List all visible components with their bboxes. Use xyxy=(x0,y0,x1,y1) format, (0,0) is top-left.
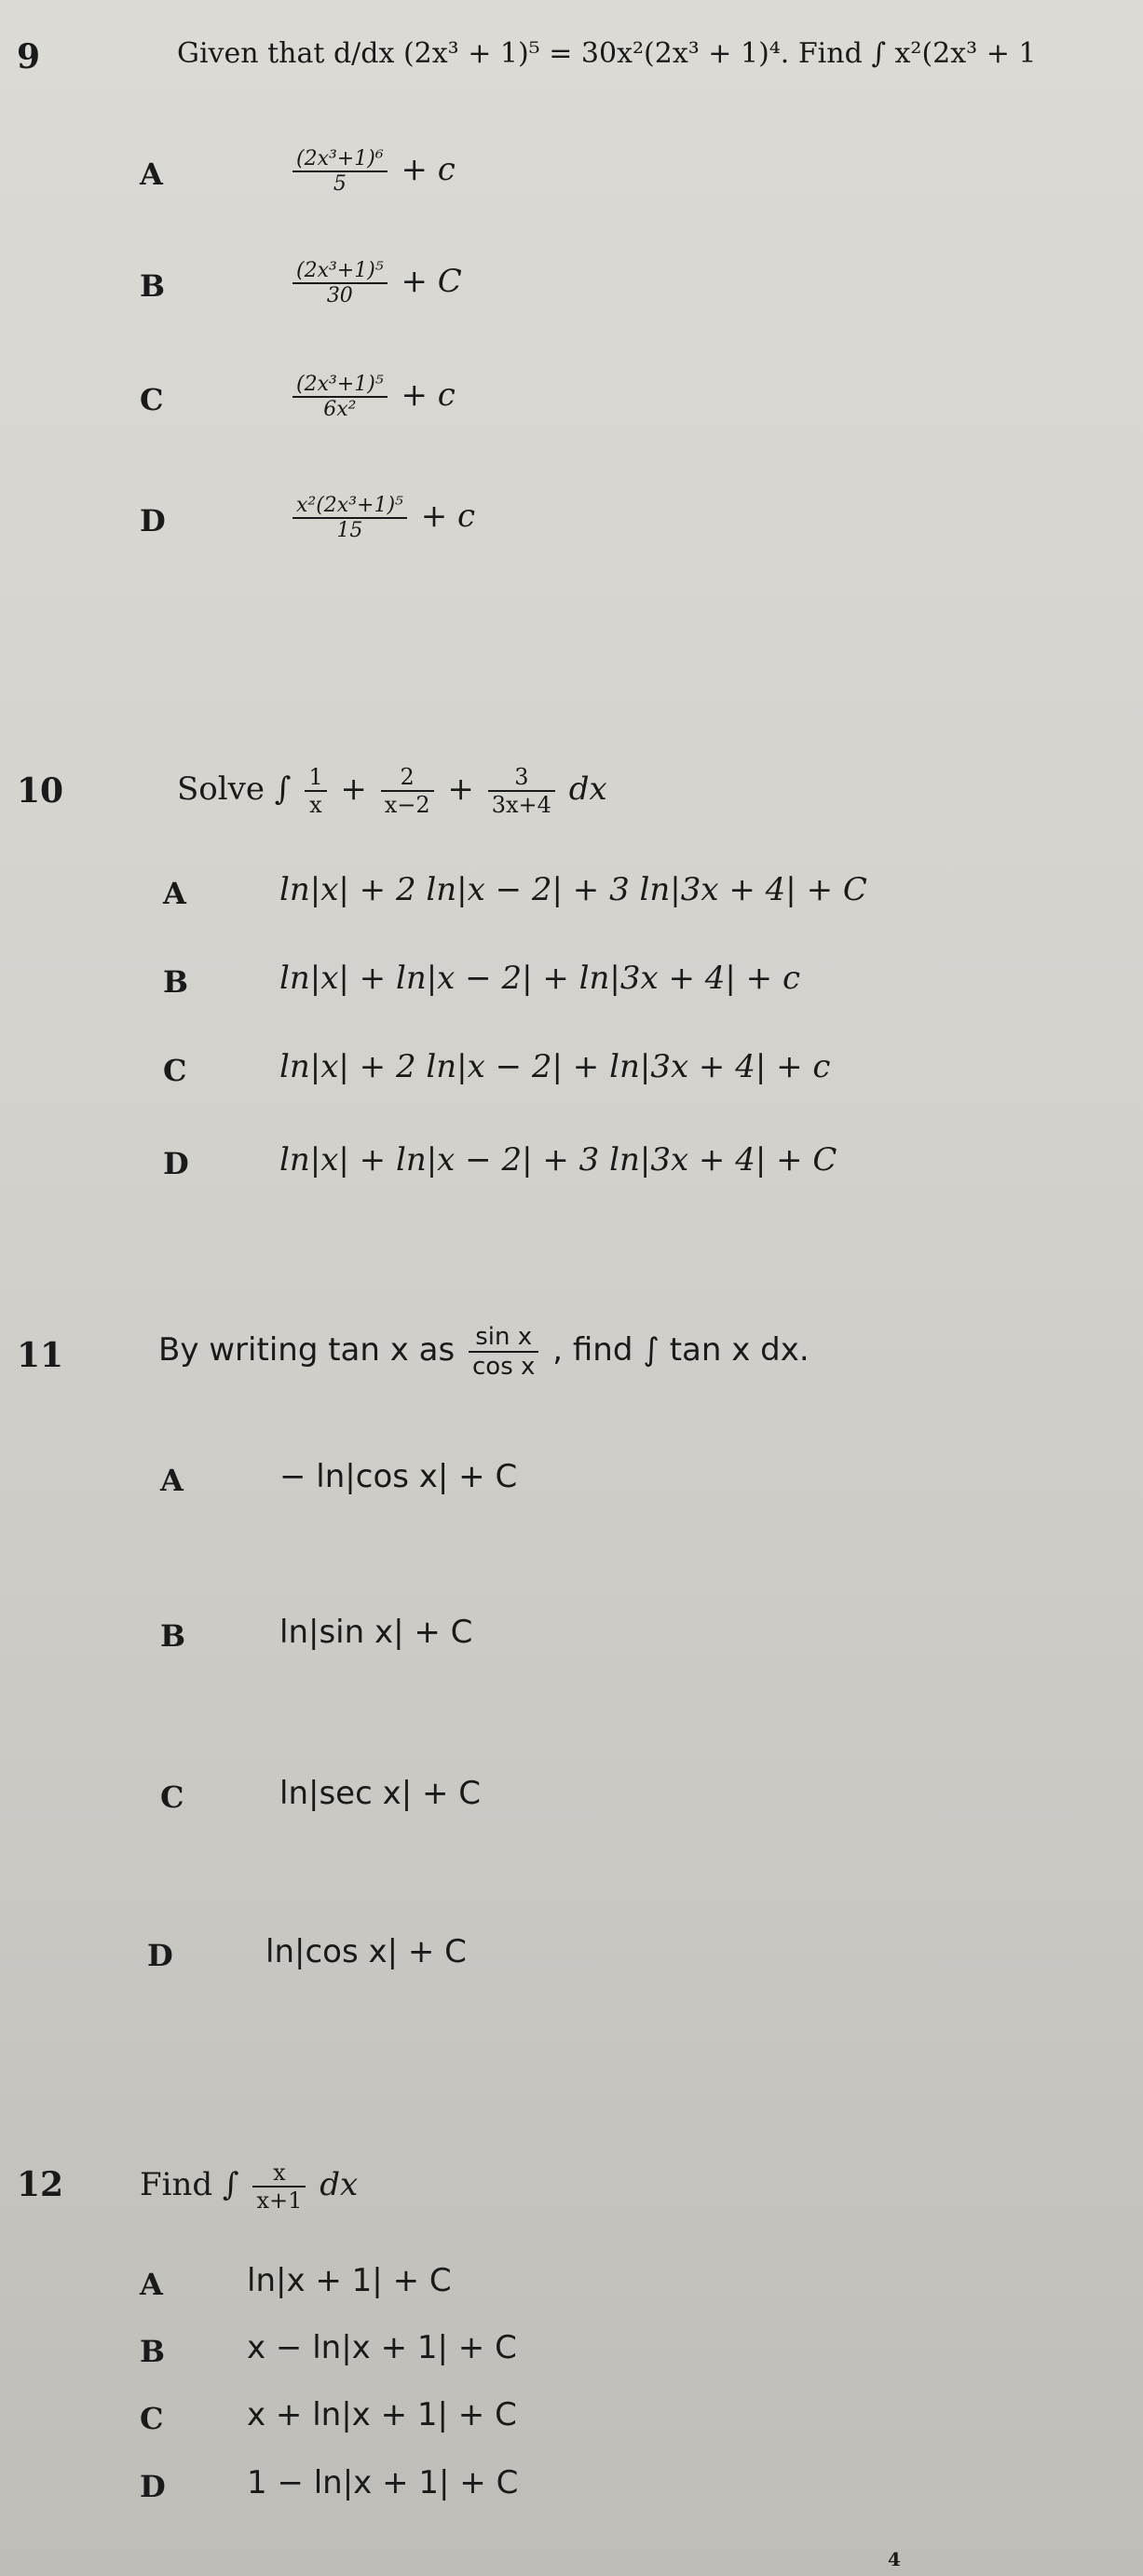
option-c[interactable] xyxy=(0,373,1143,429)
option-expression xyxy=(289,259,462,307)
option-expression: − ln|cos x| + C xyxy=(279,1458,518,1495)
fraction-numerator: (2x³+1)⁶ xyxy=(293,147,388,172)
option-c[interactable] xyxy=(0,1048,1143,1104)
page-number: 4 xyxy=(888,2548,901,2570)
fraction-numerator: (2x³+1)⁵ xyxy=(293,259,388,284)
constant-term: + c xyxy=(420,497,476,535)
option-b[interactable] xyxy=(0,2329,1143,2385)
option-a[interactable] xyxy=(0,147,1143,203)
constant-term: + C xyxy=(401,263,462,300)
option-letter: C xyxy=(140,2401,164,2436)
option-letter: C xyxy=(140,382,164,417)
fraction-numerator: 1 xyxy=(305,764,326,792)
stem-suffix: dx xyxy=(320,2166,359,2203)
option-expression: ln|x| + ln|x − 2| + ln|3x + 4| + c xyxy=(279,960,801,997)
fraction-numerator: 3 xyxy=(488,764,555,792)
option-expression xyxy=(289,494,475,542)
fraction-denominator: x xyxy=(309,792,322,818)
fraction-numerator: (2x³+1)⁵ xyxy=(293,373,388,398)
option-expression: x + ln|x + 1| + C xyxy=(247,2396,517,2433)
question-number: 11 xyxy=(17,1336,64,1375)
fraction-denominator: cos x xyxy=(472,1353,536,1381)
fraction-numerator: sin x xyxy=(469,1323,538,1353)
fraction-numerator: 2 xyxy=(381,764,434,792)
option-expression xyxy=(289,373,456,421)
option-letter: B xyxy=(160,1618,186,1654)
option-letter: A xyxy=(140,2267,163,2302)
stem-suffix: , find ∫ tan x dx. xyxy=(552,1331,810,1369)
option-expression: x − ln|x + 1| + C xyxy=(247,2329,517,2366)
fraction-numerator: x xyxy=(252,2160,306,2188)
question-number: 9 xyxy=(17,37,41,76)
option-letter: C xyxy=(163,1053,187,1088)
option-letter: D xyxy=(140,503,166,538)
question-number: 10 xyxy=(17,771,64,811)
fraction-denominator: 6x² xyxy=(323,398,357,421)
constant-term: + c xyxy=(401,151,456,188)
option-expression: ln|sin x| + C xyxy=(279,1614,473,1651)
option-expression: ln|x| + 2 ln|x − 2| + 3 ln|3x + 4| + C xyxy=(279,871,867,908)
stem-prefix: Find ∫ xyxy=(140,2166,239,2203)
option-a[interactable] xyxy=(0,871,1143,927)
option-b[interactable] xyxy=(0,1614,1143,1670)
option-d[interactable] xyxy=(0,1141,1143,1197)
fraction-denominator: 15 xyxy=(336,519,363,542)
question-stem xyxy=(158,1323,810,1381)
option-a[interactable] xyxy=(0,2262,1143,2318)
option-letter: A xyxy=(160,1463,184,1498)
fraction-denominator: x−2 xyxy=(384,792,430,818)
option-c[interactable] xyxy=(0,2396,1143,2452)
stem-suffix: dx xyxy=(568,770,607,808)
option-letter: C xyxy=(160,1779,184,1815)
option-expression: ln|sec x| + C xyxy=(279,1775,482,1812)
option-d[interactable] xyxy=(0,494,1143,550)
question-number: 12 xyxy=(17,2165,64,2204)
option-letter: D xyxy=(147,1938,173,1973)
constant-term: + c xyxy=(401,376,456,414)
option-expression: ln|x| + ln|x − 2| + 3 ln|3x + 4| + C xyxy=(279,1141,837,1179)
option-letter: B xyxy=(163,964,189,1000)
fraction-numerator: x²(2x³+1)⁵ xyxy=(293,494,407,519)
option-letter: A xyxy=(163,876,186,911)
question-stem xyxy=(140,2160,358,2214)
option-expression: ln|x + 1| + C xyxy=(247,2262,452,2299)
option-expression xyxy=(289,147,456,196)
stem-prefix: By writing tan x as xyxy=(158,1331,456,1369)
fraction-denominator: 5 xyxy=(333,172,347,196)
question-stem: Given that d/dx (2x³ + 1)⁵ = 30x²(2x³ + 1)⁴. Find ∫ x²(2x³ + 1 xyxy=(177,37,1037,70)
option-letter: A xyxy=(140,157,163,192)
option-expression: 1 − ln|x + 1| + C xyxy=(247,2464,519,2501)
option-a[interactable] xyxy=(0,1458,1143,1514)
option-c[interactable] xyxy=(0,1775,1143,1831)
option-d[interactable] xyxy=(0,1933,1143,1989)
option-letter: B xyxy=(140,2334,166,2369)
option-d[interactable] xyxy=(0,2464,1143,2520)
option-b[interactable] xyxy=(0,259,1143,315)
option-letter: B xyxy=(140,268,166,304)
fraction-denominator: 30 xyxy=(326,284,353,307)
stem-prefix: Solve ∫ xyxy=(177,770,292,808)
question-stem: Solve ∫ $\frac{1}{x}$ + $\frac{2}{x-2}$ + $\frac{3}{3x+4}$ dx xyxy=(177,764,607,818)
option-b[interactable] xyxy=(0,960,1143,1015)
option-letter: D xyxy=(140,2469,166,2504)
option-expression: ln|cos x| + C xyxy=(265,1933,467,1970)
fraction-denominator: x+1 xyxy=(256,2188,303,2214)
fraction-denominator: 3x+4 xyxy=(491,792,551,818)
option-expression: ln|x| + 2 ln|x − 2| + ln|3x + 4| + c xyxy=(279,1048,831,1085)
option-letter: D xyxy=(163,1146,189,1181)
